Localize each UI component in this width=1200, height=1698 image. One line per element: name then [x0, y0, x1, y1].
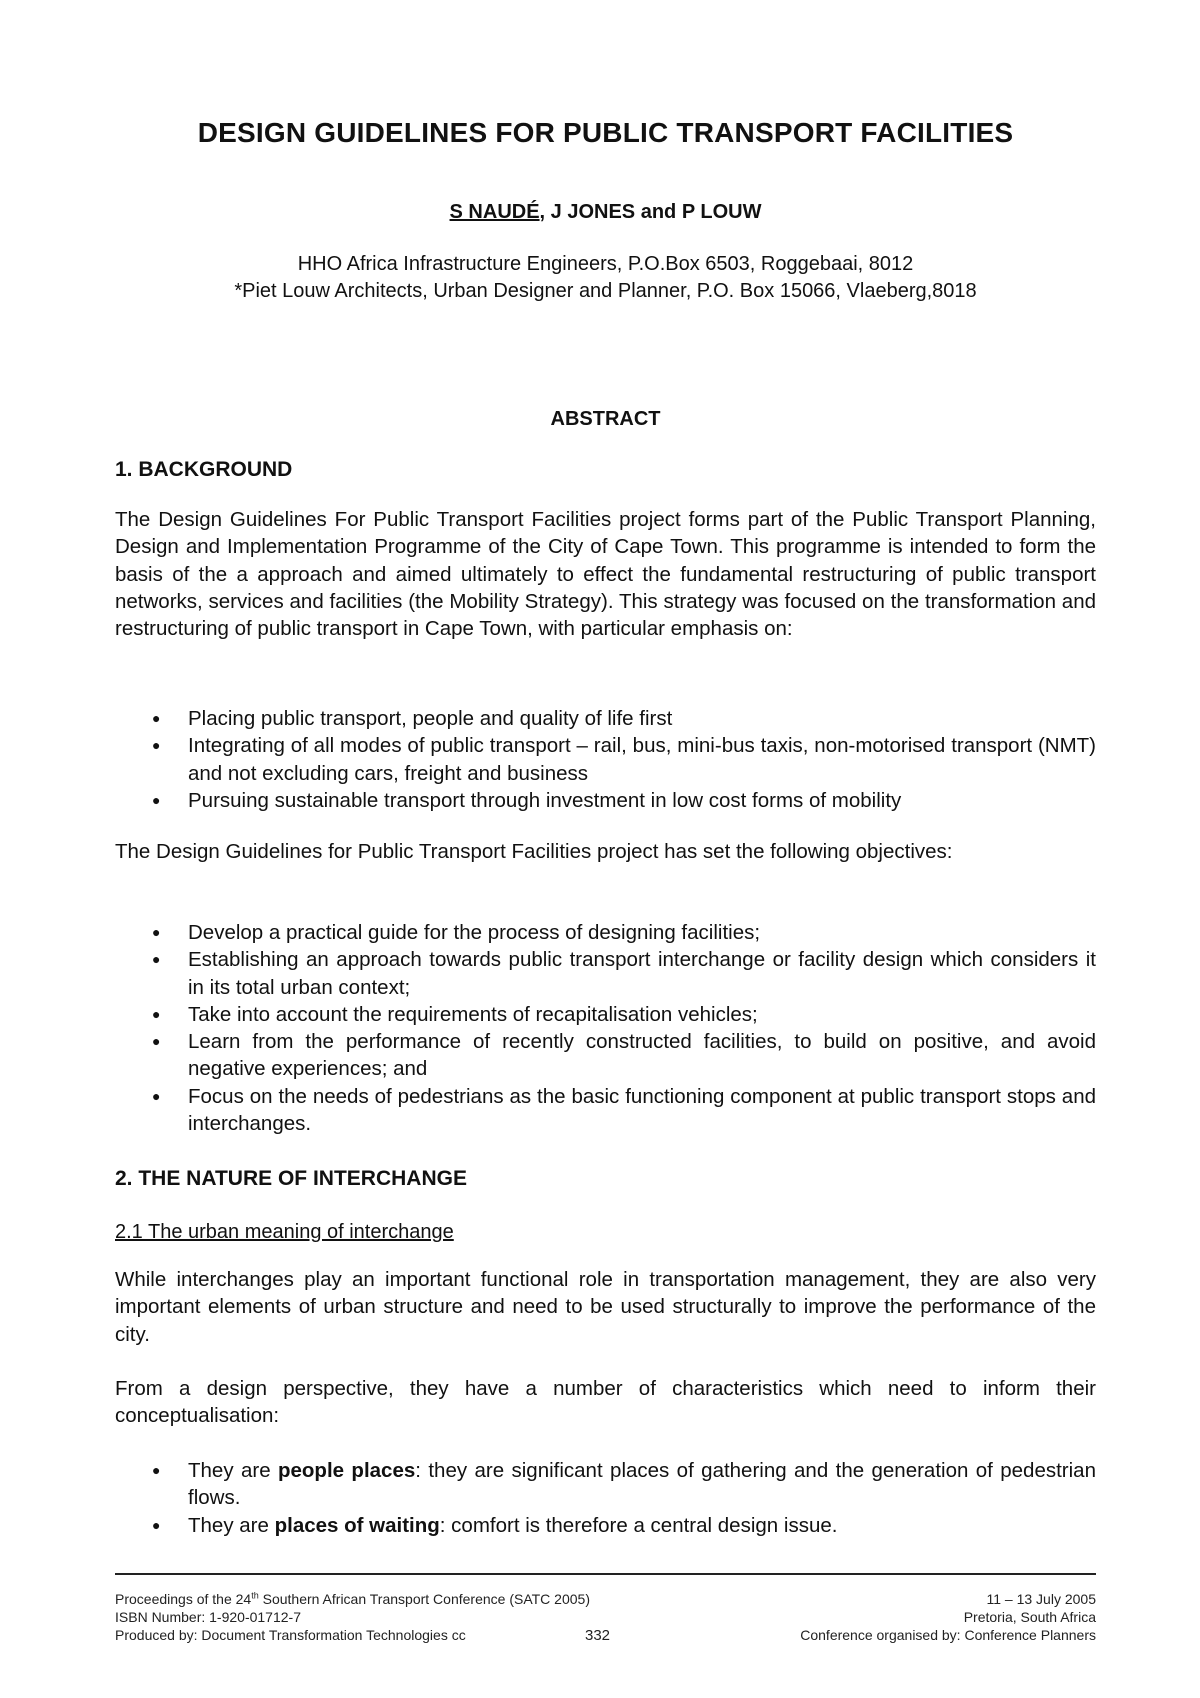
footer-isbn: ISBN Number: 1-920-01712-7 — [115, 1609, 301, 1625]
bullet-icon: ● — [152, 1462, 161, 1478]
footer-right — [800, 1590, 1096, 1644]
list-item: ● Learn from the performance of recently constructed facilities, to build on positive, and avoid negative experiences; and — [152, 1030, 1096, 1081]
list-item: ● Develop a practical guide for the process of designing facilities; — [115, 919, 1096, 946]
section-2-bullet-list — [115, 1457, 1096, 1539]
bullet-icon: ● — [152, 1005, 161, 1022]
list-item: ● Integrating of all modes of public transport – rail, bus, mini-bus taxis, non-motorised transport (NMT) and not excluding cars, freight and business — [152, 734, 1096, 785]
footer-producer: Produced by: Document Transformation Technologies cc — [115, 1627, 466, 1643]
list-item: ● Pursuing sustainable transport through investment in low cost forms of mobility — [115, 787, 1096, 814]
abstract-heading: ABSTRACT — [550, 408, 661, 430]
first-author: S NAUDÉ — [449, 201, 540, 223]
paper-page — [115, 0, 1096, 1698]
footer-location: Pretoria, South Africa — [963, 1609, 1096, 1625]
list-item: ● Establishing an approach towards public transport interchange or facility design which considers it in its total urban context; — [152, 948, 1096, 999]
bullet-icon: ● — [152, 1516, 161, 1533]
list-item: ● Placing public transport, people and quality of life first — [115, 705, 1096, 732]
paper-title: DESIGN GUIDELINES FOR PUBLIC TRANSPORT FACILITIES — [197, 117, 1014, 148]
other-authors: , J JONES and P LOUW — [539, 201, 762, 223]
footer-organiser: Conference organised by: Conference Planners — [800, 1627, 1096, 1643]
section-1-bullet-list-2 — [115, 919, 1096, 1137]
footer-left — [115, 1590, 590, 1644]
section-1-bullet-list-1 — [115, 705, 1096, 814]
section-2-paragraph-2: From a design perspective, they have a number of characteristics which need to inform their conceptualisation: — [115, 1377, 1096, 1428]
section-1-paragraph-1: The Design Guidelines For Public Transport Facilities project forms part of the Public Transport Planning, Design and Implementation Programme of the City of Cape Town. This programme is intended to form the basis of the a approach and aimed ultimately to effect the fundamental restructuring of public transport networks, services and facilities (the Mobility Strategy). This strategy was focused on the transformation and restructuring of public transport in Cape Town, with particular emphasis on: — [115, 508, 1096, 641]
bullet-icon: ● — [152, 710, 161, 726]
section-2-paragraph-1: While interchanges play an important functional role in transportation management, they are also very important elements of urban structure and need to be used structurally to improve the performance of the city. — [115, 1268, 1096, 1346]
footer-proceedings: Proceedings of the 24th Southern African Transport Conference (SATC 2005) — [115, 1590, 590, 1607]
bullet-icon: ● — [152, 1087, 161, 1104]
list-item: ● They are places of waiting: comfort is therefore a central design issue. — [115, 1512, 1096, 1539]
bullet-icon: ● — [152, 1033, 161, 1050]
page-number: 332 — [585, 1627, 611, 1644]
bullet-icon: ● — [152, 737, 161, 754]
author-list — [115, 201, 1096, 224]
affiliation-2: *Piet Louw Architects, Urban Designer and Planner, P.O. Box 15066, Vlaeberg,8018 — [234, 280, 977, 302]
affiliation-1: HHO Africa Infrastructure Engineers, P.O.Box 6503, Roggebaai, 8012 — [297, 253, 914, 275]
section-2-heading: 2. THE NATURE OF INTERCHANGE — [115, 1167, 467, 1190]
section-1-paragraph-2: The Design Guidelines for Public Transport Facilities project has set the following objectives: — [115, 840, 953, 863]
bullet-icon: ● — [152, 951, 161, 968]
section-1-heading: 1. BACKGROUND — [115, 458, 293, 481]
list-item: ● Focus on the needs of pedestrians as the basic functioning component at public transport stops and interchanges. — [152, 1084, 1096, 1136]
subsection-2-1-heading: 2.1 The urban meaning of interchange — [115, 1221, 454, 1243]
footer-dates: 11 – 13 July 2005 — [986, 1591, 1096, 1607]
list-item: ● They are people places: they are significant places of gathering and the generation of pedestrian flows. — [152, 1459, 1096, 1510]
footer-divider — [115, 1573, 1096, 1575]
bullet-icon: ● — [152, 924, 161, 940]
list-item: ● Take into account the requirements of recapitalisation vehicles; — [115, 1001, 1096, 1028]
bullet-icon: ● — [152, 791, 161, 808]
